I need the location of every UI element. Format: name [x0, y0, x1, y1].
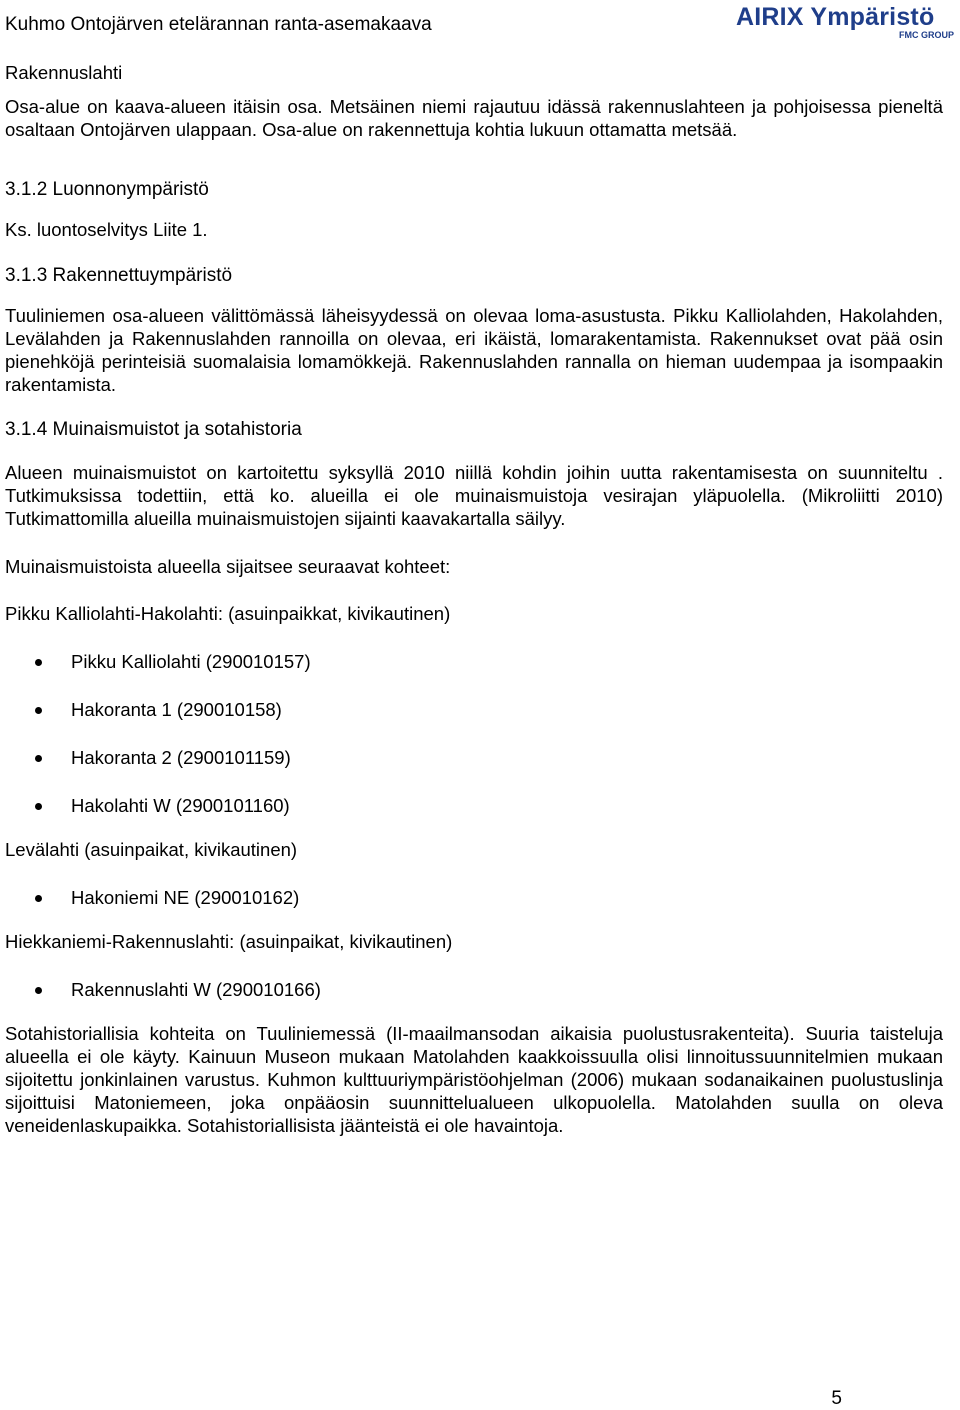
list-item-text: Hakoniemi NE (290010162): [71, 887, 300, 908]
section-label: Rakennuslahti: [5, 62, 123, 83]
list-item-text: Pikku Kalliolahti (290010157): [71, 651, 311, 672]
bullet-icon: [35, 987, 42, 994]
kohteet-paragraph: Muinaismuistoista alueella sijaitsee seuraavat kohteet:: [5, 556, 451, 577]
list-item-text: Hakoranta 1 (290010158): [71, 699, 282, 720]
bullet-icon: [35, 895, 42, 902]
list-item: [5, 746, 943, 769]
page-number: 5: [831, 1388, 842, 1409]
list-item: [5, 794, 943, 817]
list-item: [5, 978, 943, 1001]
sotahistoria-paragraph: Sotahistoriallisia kohteita on Tuuliniemessä (II-maailmansodan aikaisia puolustusrakenteita). Suuria taisteluja alueella ei ole käyty. Kainuun Museon mukaan Matolahden kaakkoissuulla olisi linnoitussuunnitelmien mukaan sijoitettu jonkinlainen varustus. Kuhmon kulttuuriympäristöohjelman (2006) mukaan sodanaikainen puolustuslinja sijoittuisi Matoniemeen, joka onpääosin suunnittelualueen ulkopuolella. Matolahden suulla on oleva veneidenlaskupaikka. Sotahistoriallisista jäänteistä ei ole havaintoja.: [5, 1023, 943, 1136]
logo-subtext: FMC GROUP: [899, 30, 954, 40]
bullet-icon: [35, 755, 42, 762]
luonto-paragraph: Ks. luontoselvitys Liite 1.: [5, 219, 208, 240]
document-body: [5, 95, 943, 1137]
rakennettu-paragraph: Tuuliniemen osa-alueen välittömässä läheisyydessä on olevaa loma-asustusta. Pikku Kalliolahden, Hakolahden, Levälahden ja Rakennuslahden rannoilla on olevaa, eri ikäistä, lomarakentamista. Rakennukset ovat pää osin pienehköjä perinteisiä suomalaisia lomamökkejä. Rakennuslahden rannalla on hieman uudempaa ja isompaakin rakentamista.: [5, 305, 943, 395]
list-item-text: Rakennuslahti W (290010166): [71, 979, 321, 1000]
group-1-label: Pikku Kalliolahti-Hakolahti: (asuinpaikkat, kivikautinen): [5, 603, 451, 624]
bullet-icon: [35, 707, 42, 714]
document-header-title: Kuhmo Ontojärven etelärannan ranta-asemakaava: [5, 14, 432, 35]
intro-paragraph: Osa-alue on kaava-alueen itäisin osa. Metsäinen niemi rajautuu idässä rakennuslahteen ja pohjoisessa pieneltä osaltaan Ontojärven ulappaan. Osa-alue on rakennettuja kohtia lukuun ottamatta metsää.: [5, 96, 943, 140]
airix-logo: [736, 4, 954, 40]
list-item: [5, 650, 943, 673]
logo-text: AIRIX Ympäristö: [736, 3, 935, 31]
list-item-text: Hakoranta 2 (2900101159): [71, 747, 291, 768]
bullet-icon: [35, 659, 42, 666]
list-item-text: Hakolahti W (2900101160): [71, 795, 290, 816]
list-item: [5, 886, 943, 909]
list-item: [5, 698, 943, 721]
heading-3-1-4: 3.1.4 Muinaismuistot ja sotahistoria: [5, 419, 302, 440]
group-3-label: Hiekkaniemi-Rakennuslahti: (asuinpaikat, kivikautinen): [5, 931, 453, 952]
heading-3-1-2: 3.1.2 Luonnonympäristö: [5, 179, 209, 200]
group-2-label: Levälahti (asuinpaikat, kivikautinen): [5, 839, 298, 860]
heading-3-1-3: 3.1.3 Rakennettuympäristö: [5, 265, 233, 286]
muinais-paragraph: Alueen muinaismuistot on kartoitettu syksyllä 2010 niillä kohdin joihin uutta rakentamisesta on suunniteltu . Tutkimuksissa todettiin, että ko. alueilla ei ole muinaismuistoja vesirajan yläpuolella. (Mikroliitti 2010) Tutkimattomilla alueilla muinaismuistojen sijainti kaavakartalla säilyy.: [5, 462, 943, 529]
bullet-icon: [35, 803, 42, 810]
